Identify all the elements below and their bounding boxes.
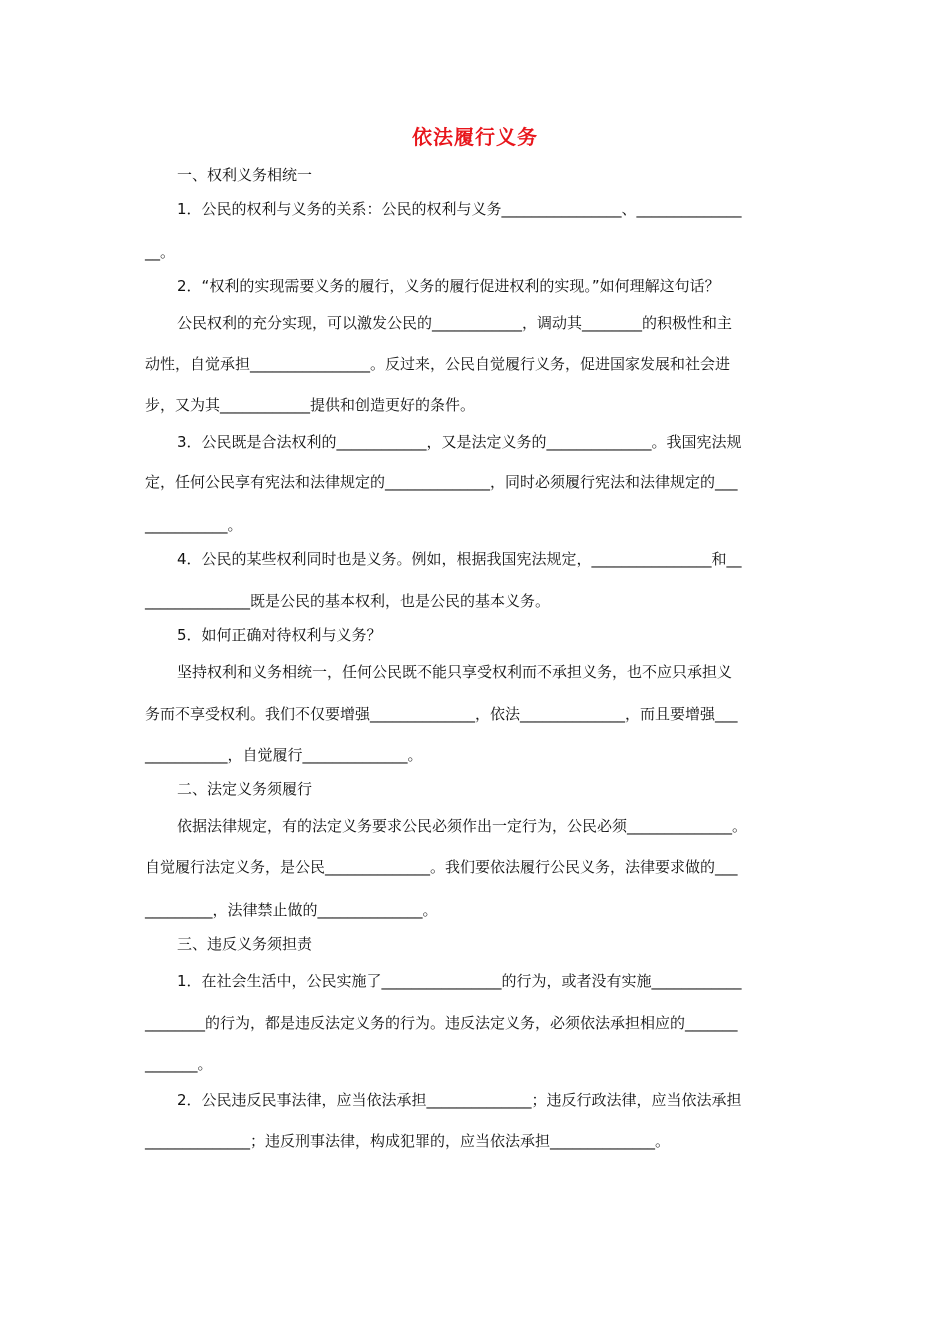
paragraph-line: 1．在社会生活中，公民实施了________________的行为，或者没有实施____________ — [177, 972, 742, 990]
paragraph-line: 定，任何公民享有宪法和法律规定的______________，同时必须履行宪法和法律规定的___ — [145, 473, 738, 491]
paragraph-line: _________，法律禁止做的______________。 — [145, 901, 438, 919]
paragraph-line: 依据法律规定，有的法定义务要求公民必须作出一定行为，公民必须______________。 — [177, 817, 748, 835]
paragraph-line: 1．公民的权利与义务的关系：公民的权利与义务________________、______________ — [177, 200, 742, 218]
paragraph-line: _______。 — [145, 1055, 213, 1073]
paragraph-line: ___________。 — [145, 516, 243, 534]
paragraph-line: 步，又为其____________提供和创造更好的条件。 — [145, 396, 476, 414]
section-heading-3: 三、违反义务须担责 — [177, 935, 313, 953]
paragraph-line: 4．公民的某些权利同时也是义务。例如，根据我国宪法规定，________________和__ — [177, 550, 742, 568]
section-heading-1: 一、权利义务相统一 — [177, 166, 313, 184]
paragraph-line: ___________，自觉履行______________。 — [145, 746, 423, 764]
paragraph-line: 2．公民违反民事法律，应当依法承担______________；违反行政法律，应当依法承担 — [177, 1091, 742, 1109]
paragraph-line: 5．如何正确对待权利与义务？ — [177, 626, 382, 644]
paragraph-line: 3．公民既是合法权利的____________，又是法定义务的______________。我国宪法规 — [177, 433, 742, 451]
paragraph-line: 动性，自觉承担________________。反过来，公民自觉履行义务，促进国家发展和社会进 — [145, 355, 731, 373]
paragraph-line: 自觉履行法定义务，是公民______________。我们要依法履行公民义务，法律要求做的___ — [145, 858, 738, 876]
paragraph-line: ________的行为，都是违反法定义务的行为。违反法定义务，必须依法承担相应的_______ — [145, 1014, 738, 1032]
paragraph-line: 务而不享受权利。我们不仅要增强______________，依法______________，而且要增强___ — [145, 705, 738, 723]
paragraph-line: 2．“权利的实现需要义务的履行，义务的履行促进权利的实现。”如何理解这句话？ — [177, 277, 720, 295]
paragraph-line: 坚持权利和义务相统一，任何公民既不能只享受权利而不承担义务，也不应只承担义 — [177, 663, 733, 681]
paragraph-line: 公民权利的充分实现，可以激发公民的____________，调动其________的积极性和主 — [177, 314, 733, 332]
document-title: 依法履行义务 — [412, 125, 538, 149]
section-heading-2: 二、法定义务须履行 — [177, 780, 313, 798]
paragraph-line: __。 — [145, 243, 176, 261]
paragraph-line: ______________；违反刑事法律，构成犯罪的，应当依法承担______________。 — [145, 1132, 671, 1150]
paragraph-line: ______________既是公民的基本权利，也是公民的基本义务。 — [145, 592, 551, 610]
